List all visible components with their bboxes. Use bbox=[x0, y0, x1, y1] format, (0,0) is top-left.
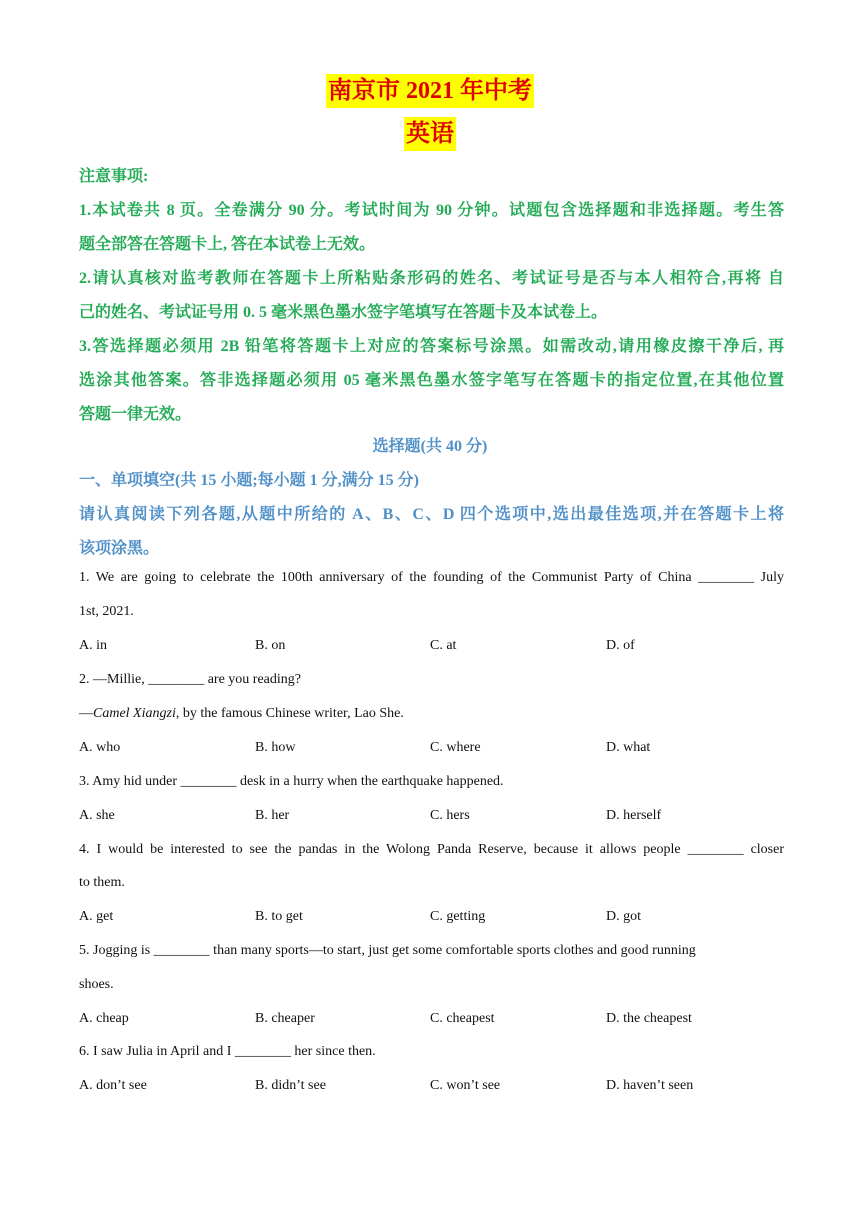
option-b: B. how bbox=[255, 740, 296, 755]
question-3-options bbox=[79, 808, 784, 828]
instruction-line-2: 该项涂黑。 bbox=[79, 540, 160, 557]
question-4-line-2: to them. bbox=[79, 875, 125, 890]
option-b: B. her bbox=[255, 808, 290, 823]
instruction-line-1: 请认真阅读下列各题,从题中所给的 A、B、C、D 四个选项中,选出最佳选项,并在答题卡上将 bbox=[79, 506, 784, 523]
book-title: Camel Xiangzi bbox=[93, 706, 176, 721]
option-d: D. what bbox=[606, 740, 651, 755]
subject-title: 英语 bbox=[404, 117, 456, 151]
question-5-options bbox=[79, 1011, 784, 1031]
option-c: C. cheapest bbox=[430, 1011, 495, 1026]
question-5-line-1: 5. Jogging is ________ than many sports—to start, just get some comfortable sports clothes and good running bbox=[79, 943, 696, 958]
notice-item-3-line-1: 3.答选择题必须用 2B 铅笔将答题卡上对应的答案标号涂黑。如需改动,请用橡皮擦干净后, 再 bbox=[79, 338, 784, 355]
question-1-options bbox=[79, 638, 784, 658]
option-a: A. she bbox=[79, 808, 115, 823]
part-one-heading: 一、单项填空(共 15 小题;每小题 1 分,满分 15 分) bbox=[79, 472, 419, 489]
option-b: B. to get bbox=[255, 909, 303, 924]
option-b: B. didn’t see bbox=[255, 1078, 326, 1093]
option-b: B. cheaper bbox=[255, 1011, 315, 1026]
option-d: D. got bbox=[606, 909, 641, 924]
notice-item-2-line-2: 己的姓名、考试证号用 0. 5 毫米黑色墨水签字笔填写在答题卡及本试卷上。 bbox=[79, 304, 608, 321]
question-4-line-1: 4. I would be interested to see the pandas in the Wolong Panda Reserve, because it allows people ________ closer bbox=[79, 842, 784, 857]
option-d: D. herself bbox=[606, 808, 662, 823]
option-d: D. the cheapest bbox=[606, 1011, 692, 1026]
option-a: A. who bbox=[79, 740, 121, 755]
question-3-line-1: 3. Amy hid under ________ desk in a hurry when the earthquake happened. bbox=[79, 774, 504, 789]
option-c: C. hers bbox=[430, 808, 470, 823]
question-2-line-2 bbox=[79, 706, 784, 722]
section-title: 选择题(共 40 分) bbox=[372, 438, 488, 455]
option-c: C. at bbox=[430, 638, 457, 653]
option-c: C. where bbox=[430, 740, 481, 755]
exam-title: 南京市 2021 年中考 bbox=[326, 74, 534, 108]
notice-heading: 注意事项: bbox=[79, 168, 149, 185]
subject-title-row bbox=[0, 117, 860, 151]
option-a: A. don’t see bbox=[79, 1078, 147, 1093]
exam-title-row bbox=[0, 74, 860, 108]
option-b: B. on bbox=[255, 638, 286, 653]
notice-item-1-line-1: 1.本试卷共 8 页。全卷满分 90 分。考试时间为 90 分钟。试题包含选择题和非选择题。考生答 bbox=[79, 202, 784, 219]
question-1-line-2: 1st, 2021. bbox=[79, 604, 134, 619]
option-a: A. in bbox=[79, 638, 107, 653]
answer-dash: — bbox=[79, 706, 93, 721]
question-1-line-1: 1. We are going to celebrate the 100th anniversary of the founding of the Communist Party of China ________ July bbox=[79, 570, 784, 585]
question-2-options bbox=[79, 740, 784, 760]
option-d: D. haven’t seen bbox=[606, 1078, 694, 1093]
answer-rest: , by the famous Chinese writer, Lao She. bbox=[175, 706, 404, 721]
notice-item-3-line-3: 答题一律无效。 bbox=[79, 406, 192, 423]
question-6-options bbox=[79, 1078, 784, 1098]
option-a: A. get bbox=[79, 909, 114, 924]
question-6-line-1: 6. I saw Julia in April and I ________ her since then. bbox=[79, 1044, 376, 1059]
notice-item-1-line-2: 题全部答在答题卡上, 答在本试卷上无效。 bbox=[79, 236, 376, 253]
question-2-line-1: 2. —Millie, ________ are you reading? bbox=[79, 672, 302, 687]
notice-item-3-line-2: 选涂其他答案。答非选择题必须用 05 毫米黑色墨水签字笔写在答题卡的指定位置,在其他位置 bbox=[79, 372, 784, 389]
question-5-line-2: shoes. bbox=[79, 977, 114, 992]
option-c: C. getting bbox=[430, 909, 486, 924]
notice-item-2-line-1: 2.请认真核对监考教师在答题卡上所粘贴条形码的姓名、考试证号是否与本人相符合,再将 自 bbox=[79, 270, 784, 287]
option-a: A. cheap bbox=[79, 1011, 129, 1026]
option-c: C. won’t see bbox=[430, 1078, 501, 1093]
option-d: D. of bbox=[606, 638, 635, 653]
question-4-options bbox=[79, 909, 784, 929]
